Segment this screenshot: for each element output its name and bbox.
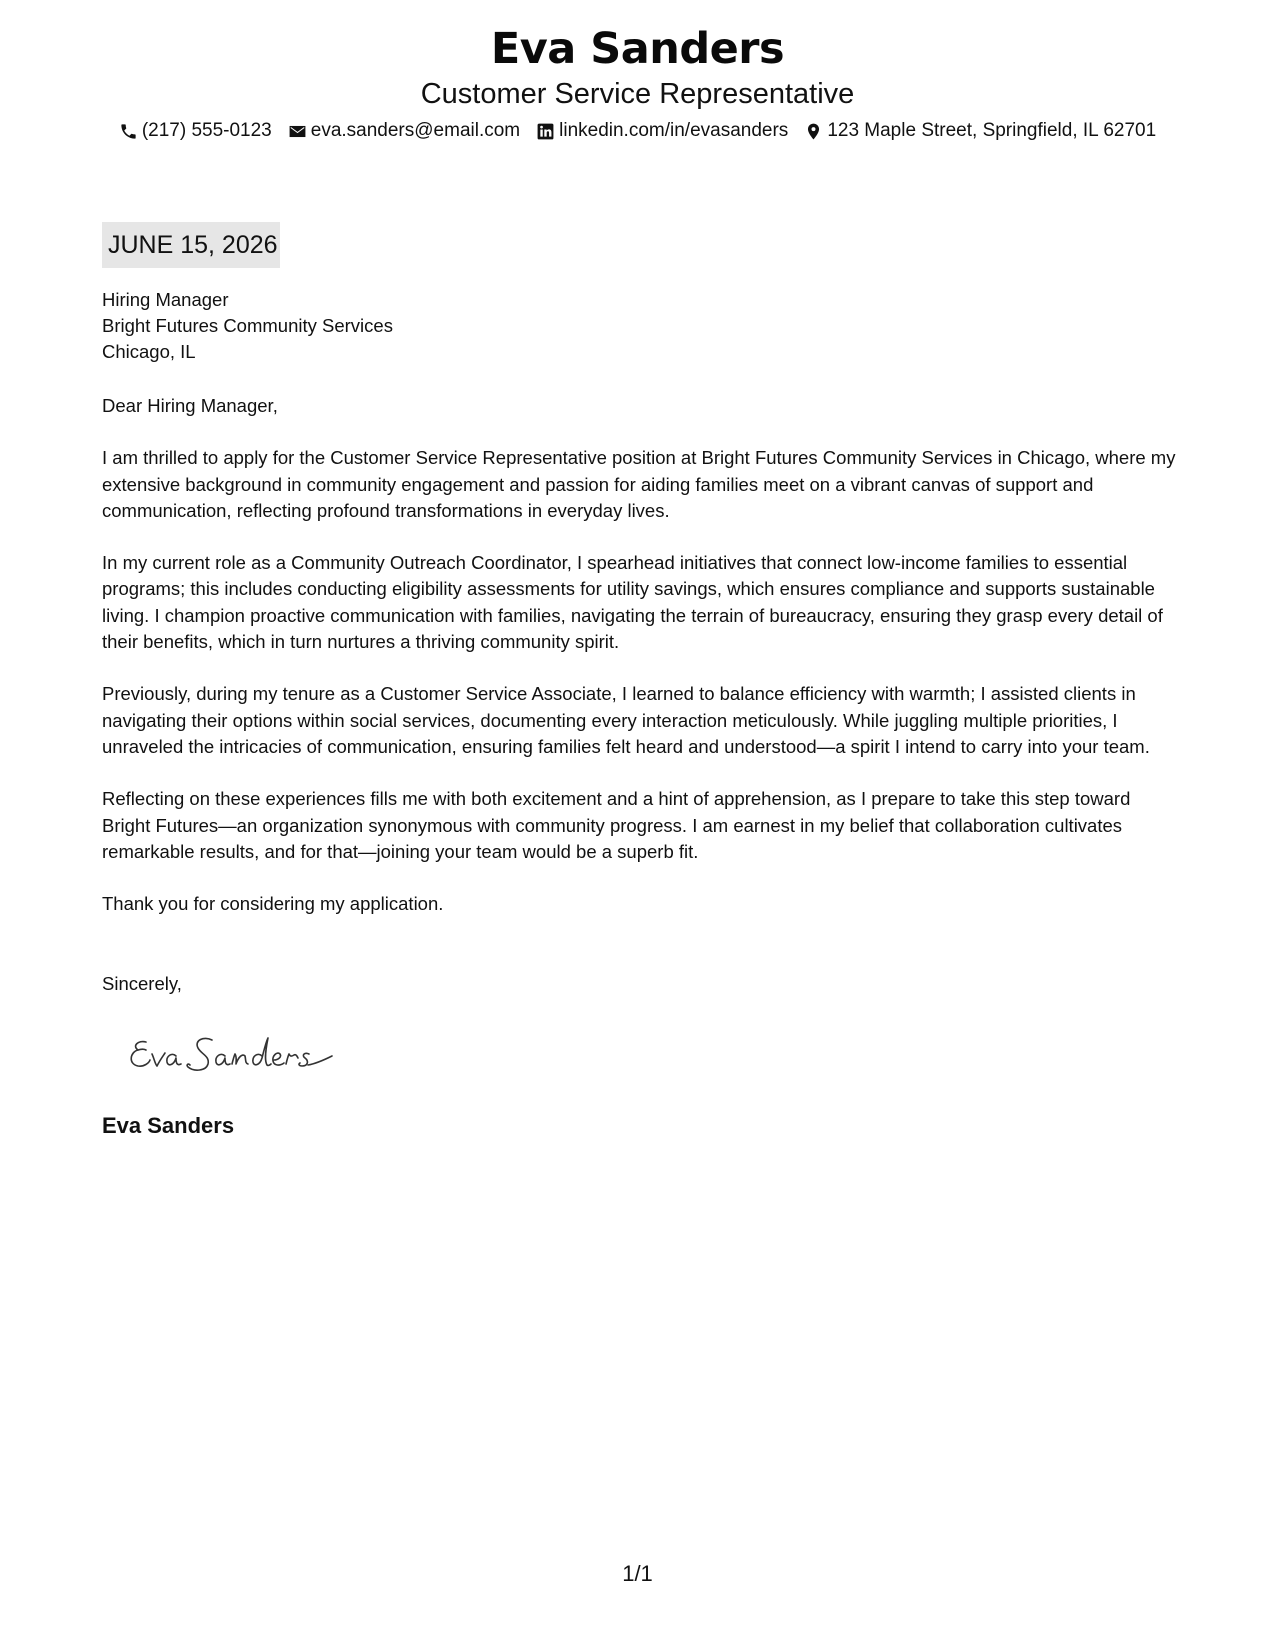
body-paragraph: Reflecting on these experiences fills me with both excitement and a hint of apprehension, as I prepare to take this step toward Bright Futures—an organization synonymous with community progress. I am earnest in my belief that collaboration cultivates remarkable results, and for that—joining your team would be a superb fit. [102,788,1131,862]
applicant-title: Customer Service Representative [420,78,855,110]
page-number: 1/1 [622,1561,653,1586]
letter-body [102,393,1182,943]
contact-address [804,119,1156,143]
applicant-name: Eva Sanders [490,24,785,74]
linkedin-text: linkedin.com/in/evasanders [559,120,789,141]
phone-icon [119,122,138,141]
recipient-line: Hiring Manager [102,289,229,310]
body-paragraph: Thank you for considering my application. [102,893,444,915]
closing: Sincerely, [102,973,182,994]
recipient-block [102,287,393,365]
letter-date: JUNE 15, 2026 [102,222,280,268]
handwritten-signature [128,1030,338,1078]
contact-phone [119,119,272,143]
recipient-line: Chicago, IL [102,341,196,362]
phone-text: (217) 555-0123 [141,120,272,141]
body-paragraph: In my current role as a Community Outreach Coordinator, I spearhead initiatives that connect low-income families to essential programs; this includes conducting eligibility assessments for utility savings, which ensures compliance and supports sustainable living. I champion proactive communication with families, navigating the terrain of bureaucracy, ensuring they grasp every detail of their benefits, which in turn nurtures a thriving community spirit. [102,552,1163,653]
envelope-icon [288,122,307,141]
letter-header [0,22,1275,143]
body-paragraph: I am thrilled to apply for the Customer Service Representative position at Bright Futures Community Services in Chicago, where my extensive background in community engagement and passion for aiding families meet on a vibrant canvas of support and communication, reflecting profound transformations in everyday lives. [102,447,1176,521]
contact-email [288,119,520,143]
recipient-line: Bright Futures Community Services [102,315,393,336]
signed-name: Eva Sanders [102,1113,235,1138]
signature-drawing [128,1030,338,1078]
map-pin-icon [804,122,823,141]
address-text: 123 Maple Street, Springfield, IL 62701 [827,120,1157,141]
contact-bar [0,119,1275,143]
body-paragraph: Previously, during my tenure as a Customer Service Associate, I learned to balance efficiency with warmth; I assisted clients in navigating their options within social services, documenting every interaction meticulously. While juggling multiple priorities, I unraveled the intricacies of communication, ensuring families felt heard and understood—a spirit I intend to carry into your team. [102,683,1150,757]
linkedin-icon [536,122,555,141]
salutation: Dear Hiring Manager, [102,395,278,416]
contact-linkedin [536,119,788,143]
email-text: eva.sanders@email.com [310,120,521,141]
